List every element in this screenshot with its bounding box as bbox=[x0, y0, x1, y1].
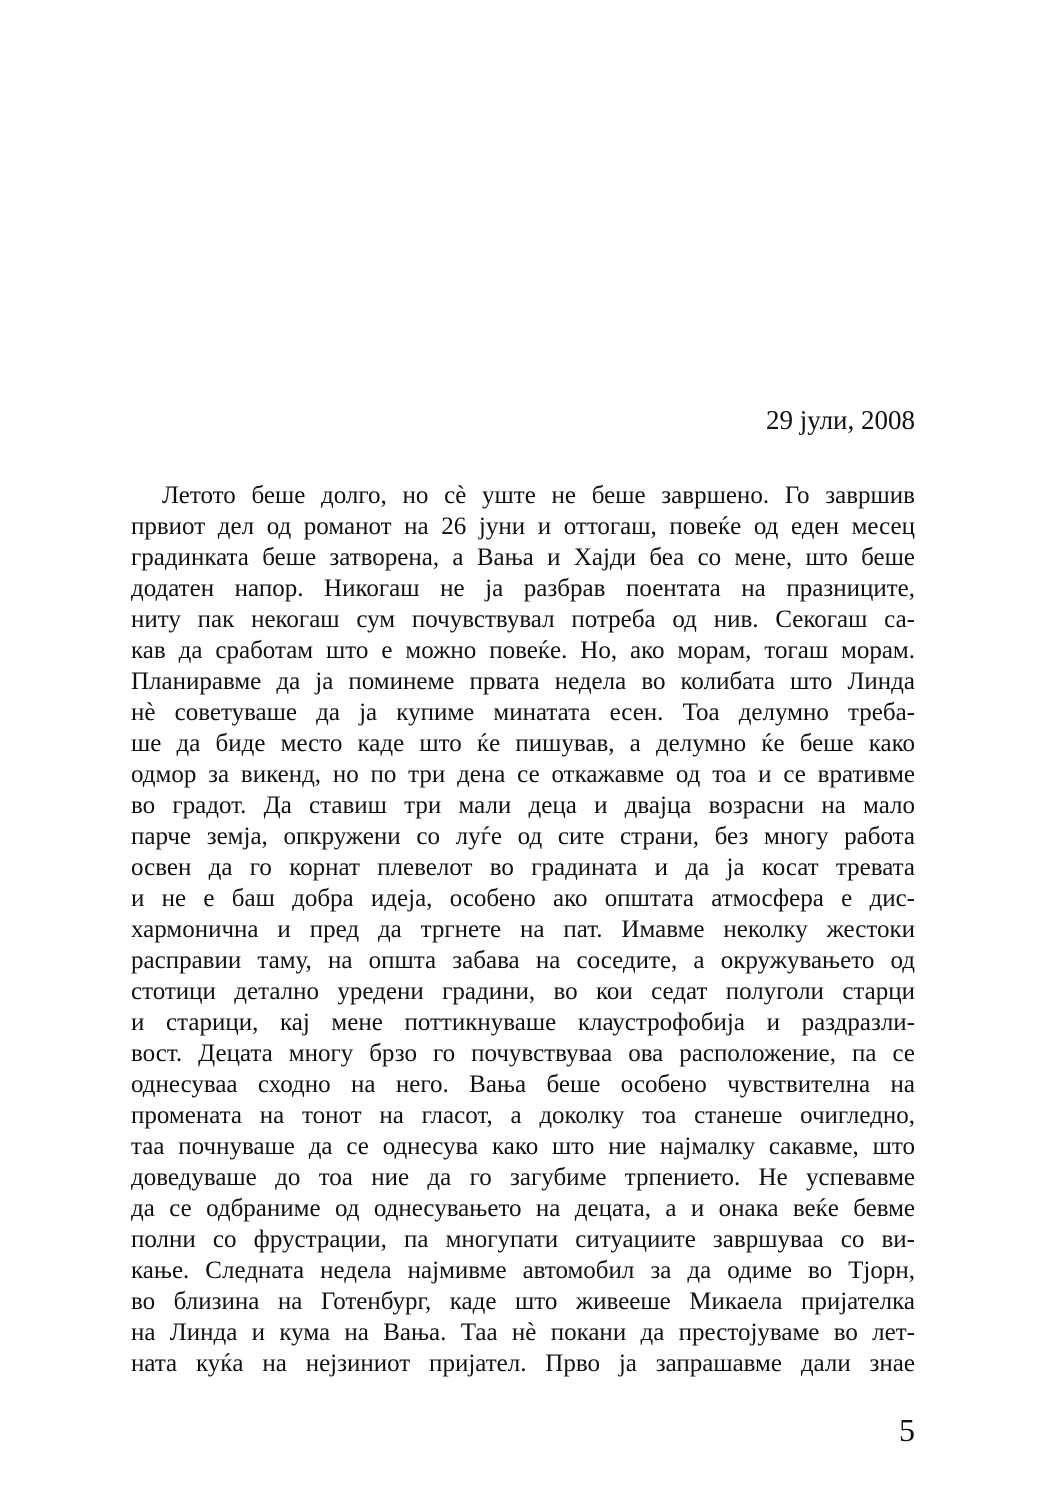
date-heading: 29 јули, 2008 bbox=[766, 405, 915, 435]
text-line: нѐ советуваше да ја купиме минатата есен. Тоа делумно треба- bbox=[131, 699, 915, 726]
text-line: одмор за викенд, но по три дена се откажавме од тоа и се вративме bbox=[131, 761, 915, 788]
text-line: однесуваа сходно на него. Вања беше особено чувствителна на bbox=[131, 1071, 915, 1098]
text-line: и не е баш добра идеја, особено ако општата атмосфера е дис- bbox=[131, 885, 915, 912]
text-line: Планиравме да ја поминеме првата недела во колибата што Линда bbox=[131, 668, 915, 695]
text-line: доведуваше до тоа ние да го загубиме трпението. Не успевавме bbox=[131, 1164, 915, 1191]
page-number: 5 bbox=[899, 1412, 915, 1448]
text-line: стотици детално уредени градини, во кои седат полуголи старци bbox=[131, 978, 915, 1005]
text-line: првиот дел од романот на 26 јуни и оттогаш, повеќе од еден месец bbox=[131, 513, 915, 540]
text-line: хармонична и пред да тргнете на пат. Имавме неколку жестоки bbox=[131, 916, 915, 943]
text-line: на Линда и кума на Вања. Таа нѐ покани да престојуваме во лет- bbox=[131, 1319, 915, 1346]
text-line: расправии таму, на општа забава на соседите, а окружувањето од bbox=[131, 947, 915, 974]
text-line: освен да го корнат плевелот во градината и да ја косат тревата bbox=[131, 854, 915, 881]
text-line: ниту пак некогаш сум почувствувал потреба од нив. Секогаш са- bbox=[131, 606, 915, 633]
text-line: полни со фрустрации, па многупати ситуациите завршуваа со ви- bbox=[131, 1226, 915, 1253]
text-line: да се одбраниме од однесувањето на децата, а и онака веќе бевме bbox=[131, 1195, 915, 1222]
text-line: Летото беше долго, но сѐ уште не беше завршено. Го завршив bbox=[162, 482, 915, 509]
text-line: кање. Следната недела најмивме автомобил за да одиме во Тјорн, bbox=[131, 1257, 915, 1284]
text-line: кав да сработам што е можно повеќе. Но, ако морам, тогаш морам. bbox=[131, 637, 915, 664]
text-line: во близина на Готенбург, каде што живееше Микаела пријателка bbox=[131, 1288, 915, 1315]
text-line: во градот. Да ставиш три мали деца и двајца возрасни на мало bbox=[131, 792, 915, 819]
text-line: ше да биде место каде што ќе пишував, а делумно ќе беше како bbox=[131, 730, 915, 757]
text-line: градинката беше затворена, а Вања и Хајди беа со мене, што беше bbox=[131, 544, 915, 571]
text-line: вост. Децата многу брзо го почувствуваа ова расположение, па се bbox=[131, 1040, 915, 1067]
text-line: и старици, кај мене поттикнуваше клаустрофобија и раздразли- bbox=[131, 1009, 915, 1036]
text-line: таа почнуваше да се однесува како што ние најмалку сакавме, што bbox=[131, 1133, 915, 1160]
text-line: парче земја, опкружени со луѓе од сите страни, без многу работа bbox=[131, 823, 915, 850]
text-line: промената на тонот на гласот, а доколку тоа станеше очигледно, bbox=[131, 1102, 915, 1129]
text-line: додатен напор. Никогаш не ја разбрав поентата на празниците, bbox=[131, 575, 915, 602]
body-paragraph bbox=[131, 480, 915, 1379]
text-line: ната куќа на нејзиниот пријател. Прво ја запрашавме дали знае bbox=[131, 1350, 915, 1377]
